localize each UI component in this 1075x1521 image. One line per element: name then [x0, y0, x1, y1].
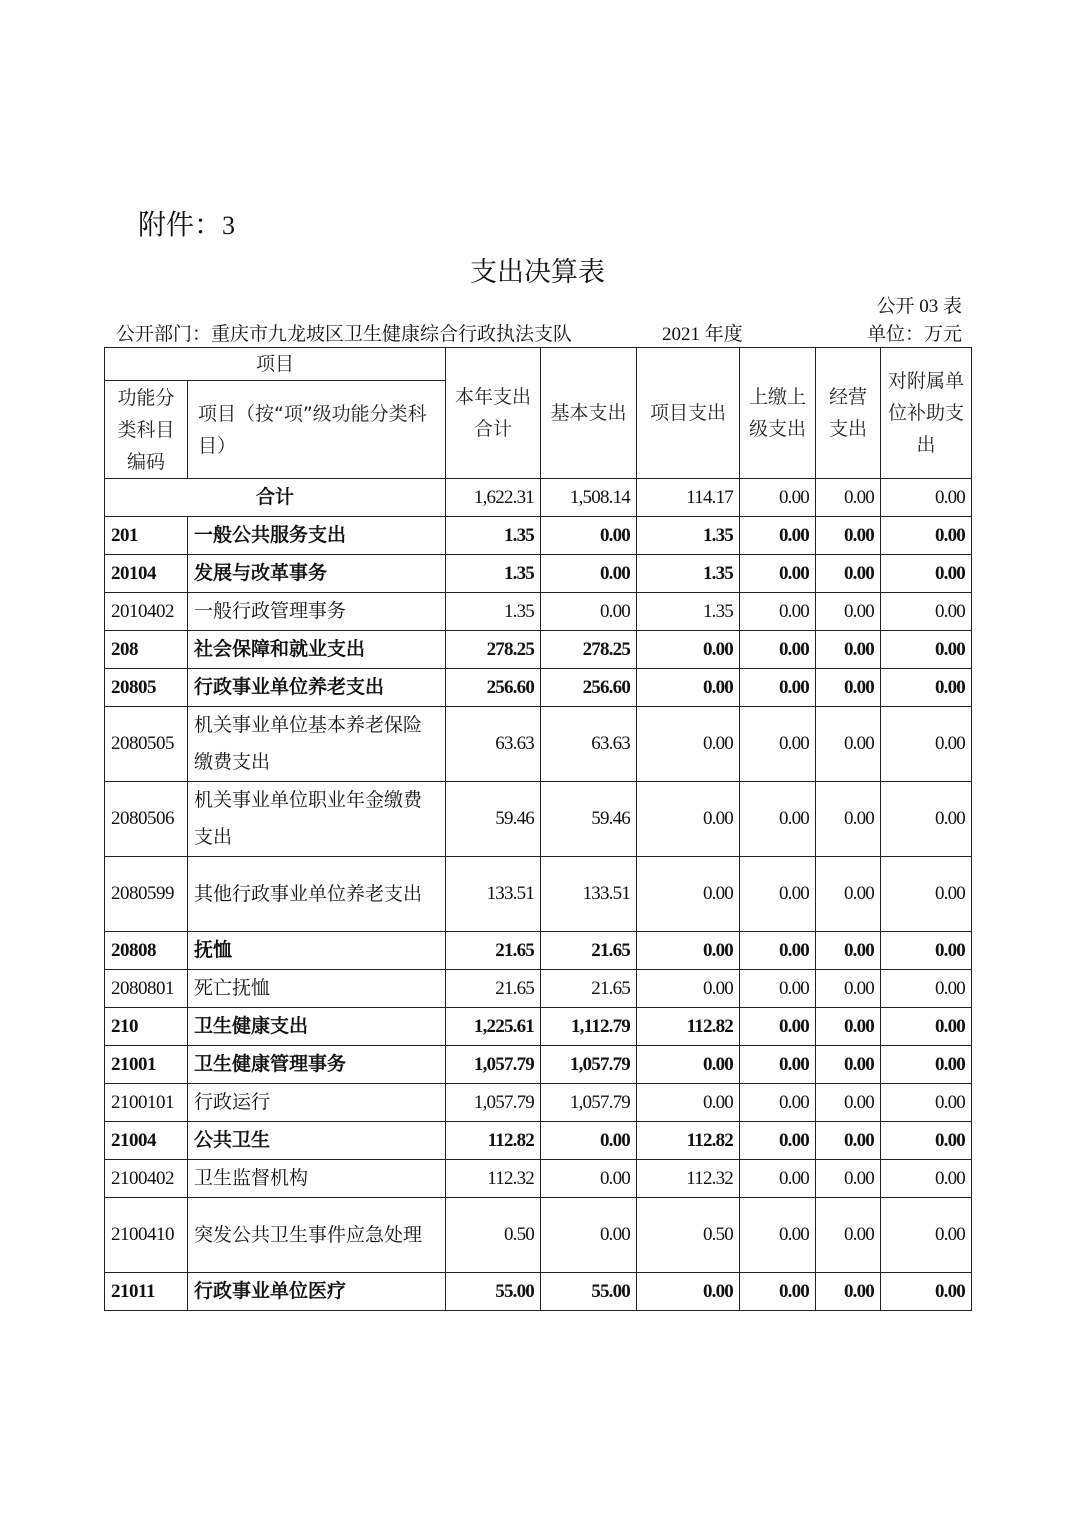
- row-code: 210: [105, 1008, 188, 1046]
- row-value: 0.00: [881, 631, 972, 669]
- row-value: 0.00: [740, 932, 816, 970]
- row-value: 63.63: [446, 707, 541, 782]
- row-value: 0.00: [881, 1198, 972, 1273]
- row-value: 1.35: [446, 593, 541, 631]
- row-value: 0.00: [740, 1084, 816, 1122]
- total-cell: 1,508.14: [541, 479, 637, 517]
- total-row: [105, 479, 972, 517]
- row-value: 0.00: [740, 857, 816, 932]
- row-item-name: 卫生健康管理事务: [188, 1046, 446, 1084]
- row-code: 201: [105, 517, 188, 555]
- row-value: 0.00: [637, 782, 740, 857]
- table-row: [105, 932, 972, 970]
- row-value: 0.00: [740, 1273, 816, 1311]
- expenditure-table: [104, 347, 972, 1311]
- row-item-name: 公共卫生: [188, 1122, 446, 1160]
- row-value: 0.00: [740, 555, 816, 593]
- row-value: 55.00: [446, 1273, 541, 1311]
- row-value: 21.65: [446, 932, 541, 970]
- row-code: 20808: [105, 932, 188, 970]
- row-value: 112.82: [637, 1122, 740, 1160]
- row-value: 0.00: [881, 1273, 972, 1311]
- row-value: 21.65: [541, 970, 637, 1008]
- row-value: 1.35: [637, 517, 740, 555]
- table-row: [105, 517, 972, 555]
- row-value: 0.00: [541, 555, 637, 593]
- attachment-label: 附件：3: [138, 208, 236, 241]
- row-value: 0.00: [740, 1046, 816, 1084]
- table-row: [105, 555, 972, 593]
- row-value: 0.00: [881, 707, 972, 782]
- row-value: 0.00: [740, 1198, 816, 1273]
- row-item-name: 机关事业单位职业年金缴费支出: [188, 782, 446, 857]
- total-label: 合计: [105, 479, 446, 517]
- row-value: 0.00: [541, 517, 637, 555]
- row-value: 0.00: [740, 1008, 816, 1046]
- row-item-name: 发展与改革事务: [188, 555, 446, 593]
- row-value: 1,057.79: [446, 1046, 541, 1084]
- row-value: 0.00: [740, 970, 816, 1008]
- row-value: 0.00: [740, 631, 816, 669]
- row-value: 0.00: [816, 857, 881, 932]
- row-code: 2080505: [105, 707, 188, 782]
- row-value: 1.35: [446, 517, 541, 555]
- row-code: 2080599: [105, 857, 188, 932]
- total-cell: 0.00: [881, 479, 972, 517]
- row-code: 21004: [105, 1122, 188, 1160]
- row-value: 1,112.79: [541, 1008, 637, 1046]
- table-row: [105, 970, 972, 1008]
- row-value: 1.35: [446, 555, 541, 593]
- form-number: 公开 03 表: [876, 296, 962, 317]
- row-value: 0.00: [881, 1008, 972, 1046]
- row-item-name: 机关事业单位基本养老保险缴费支出: [188, 707, 446, 782]
- row-value: 0.00: [881, 555, 972, 593]
- row-value: 0.00: [740, 593, 816, 631]
- row-value: 0.00: [881, 857, 972, 932]
- row-value: 0.00: [816, 707, 881, 782]
- row-item-name: 卫生健康支出: [188, 1008, 446, 1046]
- row-value: 0.00: [637, 631, 740, 669]
- row-value: 0.00: [637, 707, 740, 782]
- row-value: 0.00: [740, 1122, 816, 1160]
- row-value: 0.00: [816, 517, 881, 555]
- row-value: 21.65: [446, 970, 541, 1008]
- row-value: 21.65: [541, 932, 637, 970]
- row-code: 21011: [105, 1273, 188, 1311]
- total-cell: 1,622.31: [446, 479, 541, 517]
- row-value: 0.00: [816, 1198, 881, 1273]
- row-value: 0.00: [881, 1160, 972, 1198]
- header-operating: 经营 支出: [816, 348, 881, 479]
- row-value: 59.46: [446, 782, 541, 857]
- row-value: 0.00: [816, 1008, 881, 1046]
- row-value: 0.00: [816, 669, 881, 707]
- row-value: 0.00: [881, 1084, 972, 1122]
- row-value: 1,057.79: [541, 1046, 637, 1084]
- row-code: 2100101: [105, 1084, 188, 1122]
- row-value: 1,057.79: [541, 1084, 637, 1122]
- row-value: 0.50: [637, 1198, 740, 1273]
- header-project: 项目支出: [637, 348, 740, 479]
- row-value: 0.00: [740, 669, 816, 707]
- row-code: 208: [105, 631, 188, 669]
- total-cell: 0.00: [816, 479, 881, 517]
- header-basic: 基本支出: [541, 348, 637, 479]
- row-value: 0.00: [740, 782, 816, 857]
- header-subsidy: 对附属单 位补助支 出: [881, 348, 972, 479]
- row-value: 0.00: [541, 593, 637, 631]
- row-value: 0.00: [541, 1198, 637, 1273]
- row-code: 20805: [105, 669, 188, 707]
- row-value: 0.00: [816, 631, 881, 669]
- row-code: 2010402: [105, 593, 188, 631]
- row-value: 59.46: [541, 782, 637, 857]
- row-value: 133.51: [446, 857, 541, 932]
- row-value: 0.00: [816, 1273, 881, 1311]
- row-code: 2100410: [105, 1198, 188, 1273]
- row-item-name: 行政运行: [188, 1084, 446, 1122]
- row-value: 63.63: [541, 707, 637, 782]
- row-value: 0.00: [740, 707, 816, 782]
- row-item-name: 行政事业单位医疗: [188, 1273, 446, 1311]
- header-code: 功能分 类科目 编码: [105, 381, 188, 479]
- row-code: 2080801: [105, 970, 188, 1008]
- row-value: 0.00: [637, 857, 740, 932]
- table-row: [105, 1198, 972, 1273]
- table-row: [105, 707, 972, 782]
- row-value: 0.00: [881, 932, 972, 970]
- table-row: [105, 1008, 972, 1046]
- row-value: 0.00: [881, 970, 972, 1008]
- row-value: 0.00: [637, 970, 740, 1008]
- row-value: 112.82: [446, 1122, 541, 1160]
- row-value: 112.32: [637, 1160, 740, 1198]
- row-item-name: 行政事业单位养老支出: [188, 669, 446, 707]
- row-item-name: 其他行政事业单位养老支出: [188, 857, 446, 932]
- row-value: 0.00: [816, 555, 881, 593]
- header-group-item: 项目: [105, 348, 446, 381]
- row-code: 21001: [105, 1046, 188, 1084]
- table-row: [105, 1160, 972, 1198]
- row-code: 20104: [105, 555, 188, 593]
- row-value: 0.00: [637, 1084, 740, 1122]
- row-item-name: 一般行政管理事务: [188, 593, 446, 631]
- table-row: [105, 782, 972, 857]
- row-value: 0.00: [816, 782, 881, 857]
- header-row-group: [105, 348, 972, 381]
- row-value: 1.35: [637, 555, 740, 593]
- attachment-number: 3: [222, 211, 236, 240]
- row-item-name: 一般公共服务支出: [188, 517, 446, 555]
- total-cell: 114.17: [637, 479, 740, 517]
- row-value: 0.00: [816, 1122, 881, 1160]
- header-item-name: 项目（按“项”级功能分类科目）: [188, 381, 446, 479]
- row-value: 0.00: [816, 1160, 881, 1198]
- table-row: [105, 1046, 972, 1084]
- row-value: 1.35: [637, 593, 740, 631]
- row-value: 0.00: [816, 970, 881, 1008]
- row-value: 112.82: [637, 1008, 740, 1046]
- row-value: 0.00: [881, 669, 972, 707]
- row-value: 0.00: [881, 593, 972, 631]
- row-code: 2080506: [105, 782, 188, 857]
- department-label: 公开部门：重庆市九龙坡区卫生健康综合行政执法支队: [116, 324, 573, 345]
- row-value: 0.00: [816, 1084, 881, 1122]
- row-item-name: 死亡抚恤: [188, 970, 446, 1008]
- row-value: 1,057.79: [446, 1084, 541, 1122]
- row-value: 112.32: [446, 1160, 541, 1198]
- row-value: 278.25: [446, 631, 541, 669]
- table-row: [105, 1273, 972, 1311]
- row-value: 0.00: [637, 1273, 740, 1311]
- table-row: [105, 669, 972, 707]
- row-value: 0.00: [541, 1122, 637, 1160]
- page-title: 支出决算表: [470, 257, 605, 288]
- row-value: 256.60: [541, 669, 637, 707]
- row-value: 0.00: [637, 1046, 740, 1084]
- row-value: 0.00: [541, 1160, 637, 1198]
- row-value: 0.00: [816, 932, 881, 970]
- row-item-name: 卫生监督机构: [188, 1160, 446, 1198]
- row-value: 55.00: [541, 1273, 637, 1311]
- row-value: 0.00: [637, 932, 740, 970]
- row-item-name: 抚恤: [188, 932, 446, 970]
- row-value: 0.00: [637, 669, 740, 707]
- row-value: 278.25: [541, 631, 637, 669]
- row-value: 0.00: [881, 782, 972, 857]
- row-value: 0.50: [446, 1198, 541, 1273]
- total-cell: 0.00: [740, 479, 816, 517]
- header-total: 本年支出 合计: [446, 348, 541, 479]
- table-row: [105, 593, 972, 631]
- row-item-name: 突发公共卫生事件应急处理: [188, 1198, 446, 1273]
- row-item-name: 社会保障和就业支出: [188, 631, 446, 669]
- row-value: 0.00: [740, 517, 816, 555]
- row-value: 0.00: [740, 1160, 816, 1198]
- row-value: 0.00: [816, 593, 881, 631]
- row-value: 256.60: [446, 669, 541, 707]
- row-value: 133.51: [541, 857, 637, 932]
- row-value: 0.00: [881, 517, 972, 555]
- table-row: [105, 631, 972, 669]
- table-row: [105, 857, 972, 932]
- row-value: 0.00: [816, 1046, 881, 1084]
- fiscal-year: 2021 年度: [662, 324, 743, 345]
- row-value: 1,225.61: [446, 1008, 541, 1046]
- row-code: 2100402: [105, 1160, 188, 1198]
- header-upper: 上缴上 级支出: [740, 348, 816, 479]
- row-value: 0.00: [881, 1046, 972, 1084]
- unit-label: 单位：万元: [866, 324, 962, 345]
- table-row: [105, 1084, 972, 1122]
- row-value: 0.00: [881, 1122, 972, 1160]
- table-row: [105, 1122, 972, 1160]
